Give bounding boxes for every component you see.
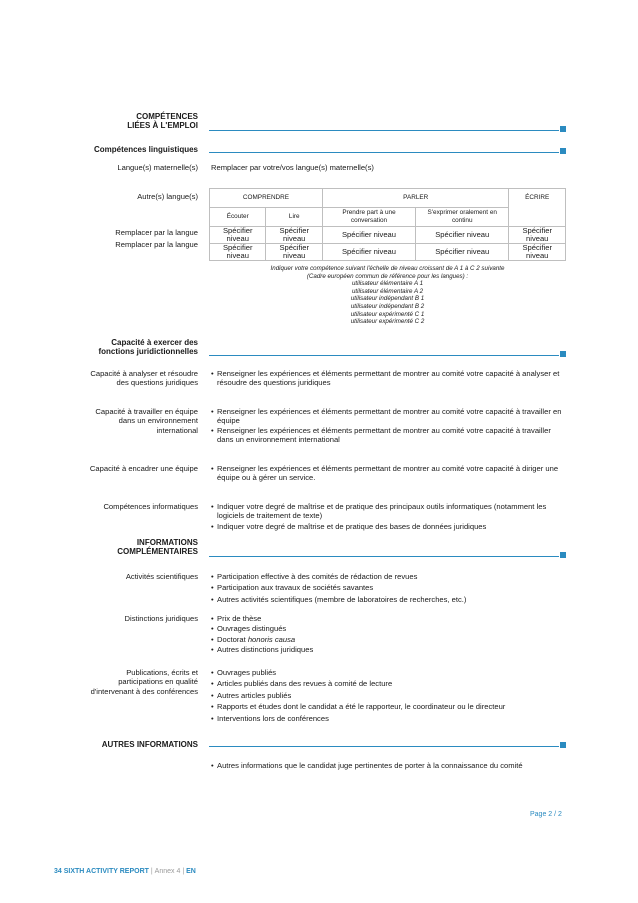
other-info-content [211, 761, 566, 770]
section-rule [209, 152, 559, 153]
section-marker [560, 126, 566, 132]
header-comprendre: COMPRENDRE [210, 189, 323, 208]
list-item: • Interventions lors de conférences [211, 714, 566, 723]
footer-separator: | [150, 868, 153, 875]
footer-report-title: SIXTH ACTIVITY REPORT [63, 868, 149, 875]
info-label: Activités scientifiques [125, 572, 198, 581]
mother-tongue-label: Langue(s) maternelle(s) [117, 163, 198, 172]
footer [54, 867, 196, 876]
list-item: • Indiquer votre degré de maîtrise et de pratique des principaux outils informatiques (notamment les logiciels de traitement de texte) [211, 502, 566, 521]
section-rule [209, 556, 559, 557]
section-rule [209, 355, 559, 356]
level-scale-note: Indiquer votre compétence suivant l'échelle de niveau croissant de A 1 à C 2 suivante (Cadre européen commun de référence pour les langues) : utilisateur élémentaire A 1 utilisateur élémentaire A 2 utilisateur indépendant B 1 utilisateur indépendant B 2 utilisateur expérimenté C 1 utilisateur expérimenté C 2 [270, 265, 505, 326]
list-item: • Rapports et études dont le candidat a été le rapporteur, le coordinateur ou le directeur [211, 702, 566, 711]
info-label: Distinctions juridiques [124, 614, 198, 623]
language-row-label: Remplacer par la langue [115, 228, 198, 237]
level-cell: Spécifier niveau [416, 227, 509, 244]
skill-label: Capacité à analyser et résoudre des questions juridiques [90, 369, 198, 388]
header-ecrire: ÉCRIRE [509, 189, 566, 227]
section-marker [560, 148, 566, 154]
footer-annex: Annex 4 [154, 868, 181, 875]
section-heading-autres: AUTRES INFORMATIONS [101, 740, 198, 749]
list-item: • Doctorat honoris causa [211, 635, 566, 644]
list-item: • Renseigner les expériences et éléments permettant de montrer au comité votre capacité à analyser et résoudre des questions juridiques [211, 369, 566, 388]
footer-page-num: 34 [54, 868, 62, 875]
list-item: • Autres informations que le candidat juge pertinentes de porter à la connaissance du comité [211, 761, 566, 770]
list-item: • Renseigner les expériences et éléments permettant de montrer au comité votre capacité à travailler dans un environnement international [211, 426, 566, 445]
level-cell: Spécifier niveau [509, 227, 566, 244]
info-label: Publications, écrits et participations en qualité d'intervenant à des conférences [90, 668, 198, 696]
subsection-heading-juridictionnelles: Capacité à exercer des fonctions juridictionnelles [98, 338, 198, 357]
level-cell: Spécifier niveau [509, 244, 566, 261]
footer-separator: | [182, 868, 185, 875]
list-item: • Autres distinctions juridiques [211, 645, 566, 654]
section-heading-informations: INFORMATIONS COMPLÉMENTAIRES [117, 538, 198, 557]
mother-tongue-value: Remplacer par votre/vos langue(s) maternelle(s) [211, 163, 374, 172]
other-languages-label: Autre(s) langue(s) [137, 192, 198, 201]
list-item: • Renseigner les expériences et éléments permettant de montrer au comité votre capacité à travailler en équipe [211, 407, 566, 426]
list-item: • Indiquer votre degré de maîtrise et de pratique des bases de données juridiques [211, 522, 566, 531]
skill-content [211, 502, 566, 531]
list-item: • Articles publiés dans des revues à comité de lecture [211, 679, 566, 688]
list-item: • Autres activités scientifiques (membre de laboratoires de recherches, etc.) [211, 595, 566, 604]
section-marker [560, 351, 566, 357]
level-cell: Spécifier niveau [322, 227, 415, 244]
sub-prendre: Prendre part à une conversation [322, 208, 415, 227]
skill-label: Capacité à travailler en équipe dans un environnement international [95, 407, 198, 435]
skill-content [211, 407, 566, 445]
sub-ecouter: Écouter [210, 208, 266, 227]
list-item: • Renseigner les expériences et éléments permettant de montrer au comité votre capacité à diriger une équipe ou à gérer un service. [211, 464, 566, 483]
footer-lang: EN [186, 868, 196, 875]
list-item: • Ouvrages distingués [211, 624, 566, 633]
info-content [211, 572, 566, 604]
skill-label: Compétences informatiques [103, 502, 198, 511]
list-item: • Prix de thèse [211, 614, 566, 623]
level-cell: Spécifier niveau [322, 244, 415, 261]
section-marker [560, 742, 566, 748]
page-number: Page 2 / 2 [530, 811, 562, 818]
list-item: • Participation effective à des comités de rédaction de revues [211, 572, 566, 581]
language-row-label: Remplacer par la langue [115, 240, 198, 249]
section-heading-competences: COMPÉTENCES LIÉES À L'EMPLOI [127, 112, 198, 131]
list-item: • Participation aux travaux de sociétés savantes [211, 583, 566, 592]
list-item: • Autres articles publiés [211, 691, 566, 700]
level-cell: Spécifier niveau [266, 244, 322, 261]
header-parler: PARLER [322, 189, 508, 208]
info-content [211, 668, 566, 723]
skill-content [211, 369, 566, 388]
level-cell: Spécifier niveau [266, 227, 322, 244]
sub-exprimer: S'exprimer oralement en continu [416, 208, 509, 227]
skill-label: Capacité à encadrer une équipe [89, 464, 198, 473]
list-item: • Ouvrages publiés [211, 668, 566, 677]
level-cell: Spécifier niveau [210, 244, 266, 261]
skill-content [211, 464, 566, 483]
level-cell: Spécifier niveau [210, 227, 266, 244]
section-marker [560, 552, 566, 558]
language-table [209, 188, 566, 261]
level-cell: Spécifier niveau [416, 244, 509, 261]
sub-lire: Lire [266, 208, 322, 227]
subsection-heading-linguistiques: Compétences linguistiques [93, 145, 198, 154]
info-content [211, 614, 566, 655]
section-rule [209, 130, 559, 131]
section-rule [209, 746, 559, 747]
